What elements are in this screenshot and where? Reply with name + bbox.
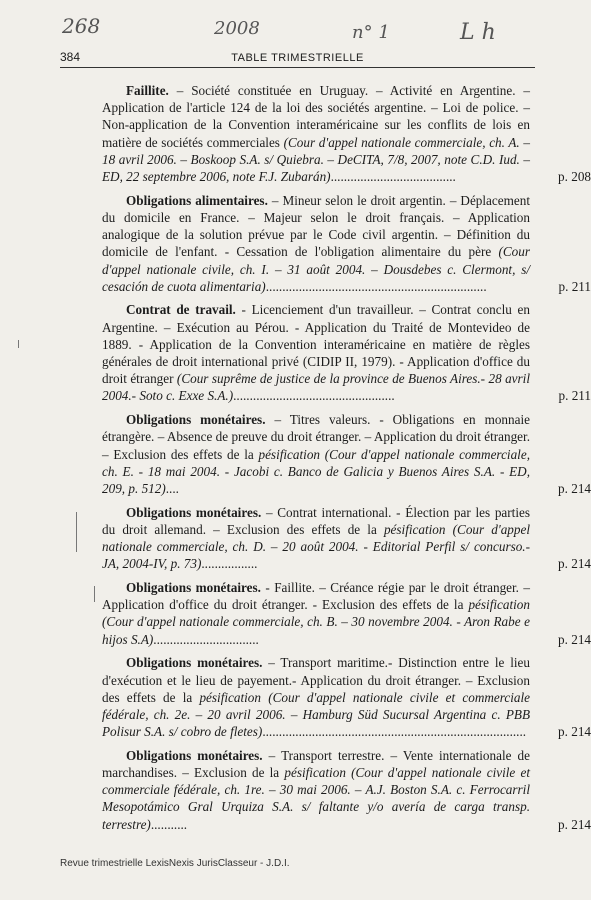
entry-title: Contrat de travail. [126, 302, 236, 318]
entry-citation: pésification (Cour d'appel nationale civile et commerciale fédérale, ch. 1re. – 30 mai 2006. – A.J. Boston S.A. c. Ferrocarril Mesopotámico Gral Urquiza S.A. s/ faltante y/o avería de carga transp. terrestre) [102, 765, 531, 832]
entry [102, 192, 591, 295]
page-header [60, 50, 535, 68]
entry-text: – Transport terrestre. – Vente internationale de marchandises. – Exclusion de la [102, 747, 530, 781]
entry-page-ref: p. 211 [558, 278, 591, 294]
running-title: TABLE TRIMESTRIELLE [231, 52, 364, 64]
entry-text: - Faillite. – Créance régie par le droit étranger. – Application d'office du droit étranger. - Exclusion des effets de la [102, 579, 530, 613]
handwritten-note-1: 268 [62, 14, 101, 38]
entry-dots: ........... [150, 816, 188, 832]
entry-page-ref: p. 211 [558, 388, 591, 404]
entry-dots: ................................ [153, 631, 259, 647]
page-number: 384 [60, 50, 81, 64]
entry-page-ref: p. 214 [558, 816, 591, 832]
entry [102, 654, 591, 740]
entry [102, 504, 591, 573]
entry-text: – Société constituée en Uruguay. – Activité en Argentine. – Application de l'article 124 de la loi des sociétés argentine. – Loi de police. – Non-application de la Convention interaméricaine sur les conflits de lois en matière de sociétés commerciales [102, 83, 530, 150]
entry-citation: (Cour suprême de justice de la province de Buenos Aires.- 28 avril 2004.- Soto c. Exxe S.A.) [102, 371, 530, 404]
entry-title: Obligations monétaires. [126, 579, 261, 595]
entry-citation: (Cour d'appel nationale commerciale, ch. A. – 18 avril 2006. – Boskoop S.A. s/ Quiebra. – DeCITA, 7/8, 2007, note C.D. Iud. – ED, 22 septembre 2006, note F.J. Zubarán) [102, 134, 530, 185]
entry-title: Obligations alimentaires. [126, 192, 268, 208]
entry-dots: ................................................................................ [262, 724, 527, 740]
handwritten-note-4: L h [460, 20, 496, 45]
entry-title: Obligations monétaires. [126, 412, 266, 428]
entries-list [102, 82, 591, 839]
entry [102, 301, 591, 404]
entry-title: Obligations monétaires. [126, 655, 263, 671]
entry-page-ref: p. 214 [558, 724, 591, 740]
entry [102, 747, 591, 833]
entry-dots: ................................................. [233, 388, 395, 404]
entry-text: - Licenciement d'un travailleur. – Contrat conclu en Argentine. – Exécution au Pérou. - Application du Traité de Montevideo de 1889. - Application de la Convention interaméricaine en matière de règles générales de droit international privé (CIDIP II, 1979). - Application d'office du droit étranger [102, 302, 530, 387]
entry-dots: ................................................................... [265, 278, 487, 294]
entry-citation: pésification (Cour d'appel nationale commerciale, ch. E. - 18 mai 2004. - Jacobi c. Banco de Galicia y Buenos Aires S.A. - ED, 209, p. 512) [102, 446, 530, 496]
entry [102, 82, 591, 185]
page-footer: Revue trimestrielle LexisNexis JurisClasseur - J.D.I. [60, 858, 290, 869]
entry-citation: pésification (Cour d'appel nationale civile et commerciale fédérale, ch. 2e. – 20 avril 2006. – Hamburg Süd Sucursal Argentina c. PBB Polisur S.A. s/ cobro de fletes) [102, 689, 530, 740]
entry-text: – Mineur selon le droit argentin. – Déplacement du domicile en France. – Majeur selon le droit français. – Application analogique de la solution prévue par le Code civil argentin. – Définition du domicile de l'enfant. - Cessation de l'obligation alimentaire du père [102, 192, 530, 260]
entry-text: – Titres valeurs. - Obligations en monnaie étrangère. – Absence de preuve du droit étranger. – Application du droit étranger. – Exclusion des effets de la [102, 412, 530, 462]
entry-title: Faillite. [126, 83, 169, 98]
entry-citation: pésification (Cour d'appel nationale commerciale, ch. B. – 30 novembre 2004. - Aron Rabe e hijos S.A) [102, 597, 530, 647]
entry [102, 579, 591, 648]
entry-page-ref: p. 214 [558, 480, 591, 496]
scan-mark [18, 340, 19, 348]
handwritten-note-2: 2008 [214, 18, 260, 39]
entry-page-ref: p. 214 [558, 631, 591, 647]
entry-citation: (Cour d'appel nationale civile, ch. I. – 31 août 2004. – Dousdebes c. Clermont, s/ cesación de cuota alimentaria) [102, 244, 530, 294]
entry-page-ref: p. 208 [558, 169, 591, 185]
entry-dots: ................. [201, 556, 258, 572]
entry-title: Obligations monétaires. [126, 504, 262, 520]
entry-dots: .... [165, 480, 179, 496]
entry-citation: pésification (Cour d'appel nationale commerciale, ch. D. – 20 août 2004. - Editorial Perfil s/ concurso.- JA, 2004-IV, p. 73) [102, 521, 530, 572]
entry-text: – Transport maritime.- Distinction entre le lieu d'exécution et le lieu de payement.- Application du droit étranger. – Exclusion des effets de la [102, 655, 530, 705]
scan-mark [94, 586, 95, 602]
entry-text: – Contrat international. - Élection par les parties du droit allemand. – Exclusion des effets de la [102, 504, 530, 537]
entry-page-ref: p. 214 [558, 556, 591, 572]
entry [102, 411, 591, 497]
scan-mark [76, 512, 77, 552]
entry-dots: ...................................... [330, 169, 456, 185]
handwritten-note-3: n° 1 [352, 22, 390, 43]
entry-title: Obligations monétaires. [126, 747, 263, 763]
